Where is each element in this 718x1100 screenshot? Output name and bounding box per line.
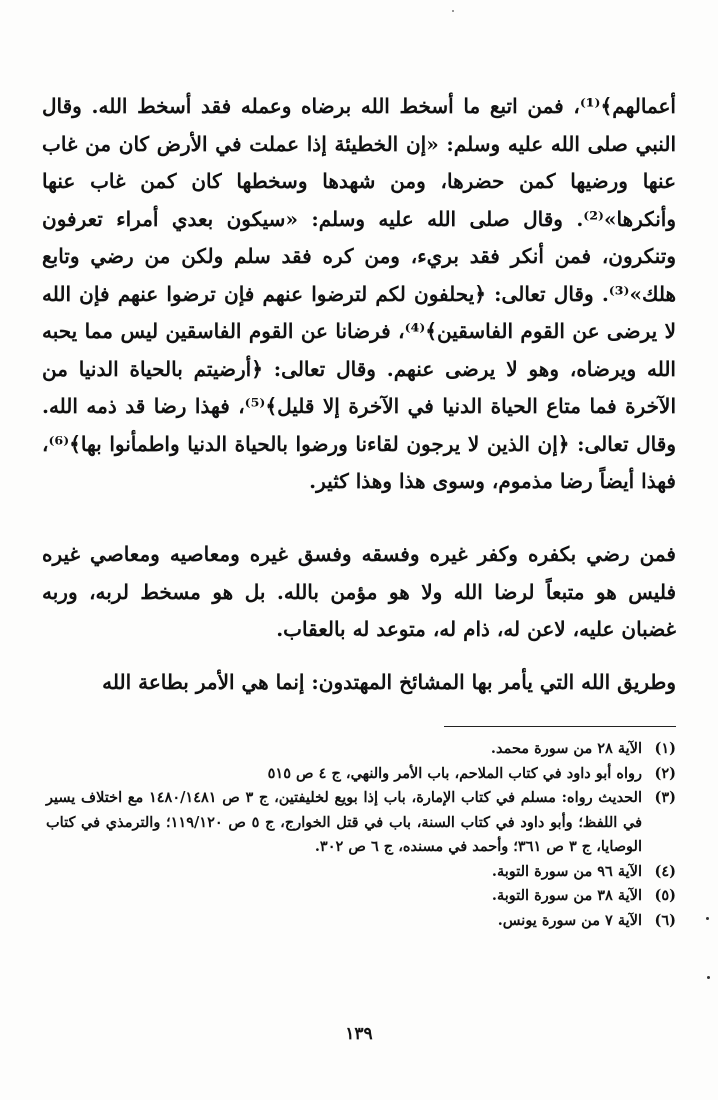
body-paragraph-3: وطريق الله التي يأمر بها المشائخ المهتدون: إنما هي الأمر بطاعة الله xyxy=(102,670,676,694)
footnote-number: (١) xyxy=(654,740,676,757)
footnote-separator xyxy=(444,726,676,727)
footnote-5 xyxy=(46,884,676,909)
footnotes xyxy=(46,737,676,933)
footnote-text: الآية ٢٨ من سورة محمد. xyxy=(490,740,642,757)
footnote-number: (٤) xyxy=(654,862,676,880)
page-number: ١٣٩ xyxy=(345,1024,373,1044)
body-paragraph-1: أعمالهم﴾⁽¹⁾، فمن اتبع ما أسخط الله برضاه وعمله فقد أسخط الله. وقال النبي صلى الله عليه وسلم: «إن الخطيئة إذا عملت في الأرض كان من غاب عنها ورضيها كمن حضرها، ومن شهدها وسخطها كان كمن غاب عنها وأنكرها»⁽²⁾. وقال صلى الله عليه وسلم: «سيكون بعدي أمراء تعرفون وتنكرون، فمن أنكر فقد بريء، ومن كره فقد سلم ولكن من رضي وتابع هلك»⁽³⁾. وقال تعالى: ﴿يحلفون لكم لترضوا عنهم فإن ترضوا عنهم فإن الله لا يرضى عن القوم الفاسقين﴾⁽⁴⁾، فرضانا عن القوم الفاسقين ليس مما يحبه الله ويرضاه، وهو لا يرضى عنهم. وقال تعالى: ﴿أرضيتم بالحياة الدنيا من الآخرة فما متاع الحياة الدنيا في الآخرة إلا قليل﴾⁽⁵⁾، فهذا رضا قد ذمه الله. وقال تعالى: ﴿إن الذين لا يرجون لقاءنا ورضوا بالحياة الدنيا واطمأنوا بها﴾⁽⁶⁾، فهذا أيضاً رضا مذموم، وسوى هذا وهذا كثير. xyxy=(42,94,677,493)
footnote-number: (٣) xyxy=(654,789,676,806)
scan-speck xyxy=(707,976,710,979)
scan-speck xyxy=(452,10,454,12)
body-paragraph-2: فمن رضي بكفره وكفر غيره وفسقه وفسق غيره ومعاصيه ومعاصي غيره فليس هو متبعاً لرضا الله ولا هو مؤمن بالله. بل هو مسخط لربه، وربه غضبان عليه، لاعن له، ذام له، متوعد له بالعقاب. xyxy=(42,542,676,641)
footnote-3 xyxy=(46,786,676,860)
footnote-number: (٥) xyxy=(654,887,676,904)
footnote-text: الآية ٣٨ من سورة التوبة. xyxy=(491,887,642,904)
footnote-number: (٢) xyxy=(654,764,676,782)
footnote-number: (٦) xyxy=(654,911,676,929)
footnote-text: الآية ٩٦ من سورة التوبة. xyxy=(491,862,642,880)
footnote-text: الحديث رواه: مسلم في كتاب الإمارة، باب إذا بويع لخليفتين، ج ٣ ص ١٤٨٠/١٤٨١ مع اختلاف يسير في اللفظ؛ وأبو داود في كتاب السنة، باب في قتل الخوارج، ج ٥ ص ١١٩/١٢٠؛ والترمذي في كتاب الوصايا، ج ٣ ص ٣٦١؛ وأحمد في مسنده، ج ٦ ص ٣٠٢. xyxy=(46,789,642,855)
scan-speck xyxy=(706,917,709,920)
footnote-4 xyxy=(46,860,676,885)
footnote-1 xyxy=(46,737,676,762)
footnote-6 xyxy=(46,909,676,934)
footnote-text: الآية ٧ من سورة يونس. xyxy=(497,911,642,929)
footnote-2 xyxy=(46,762,676,787)
footnote-text: رواه أبو داود في كتاب الملاحم، باب الأمر والنهي، ج ٤ ص ٥١٥ xyxy=(267,764,642,782)
